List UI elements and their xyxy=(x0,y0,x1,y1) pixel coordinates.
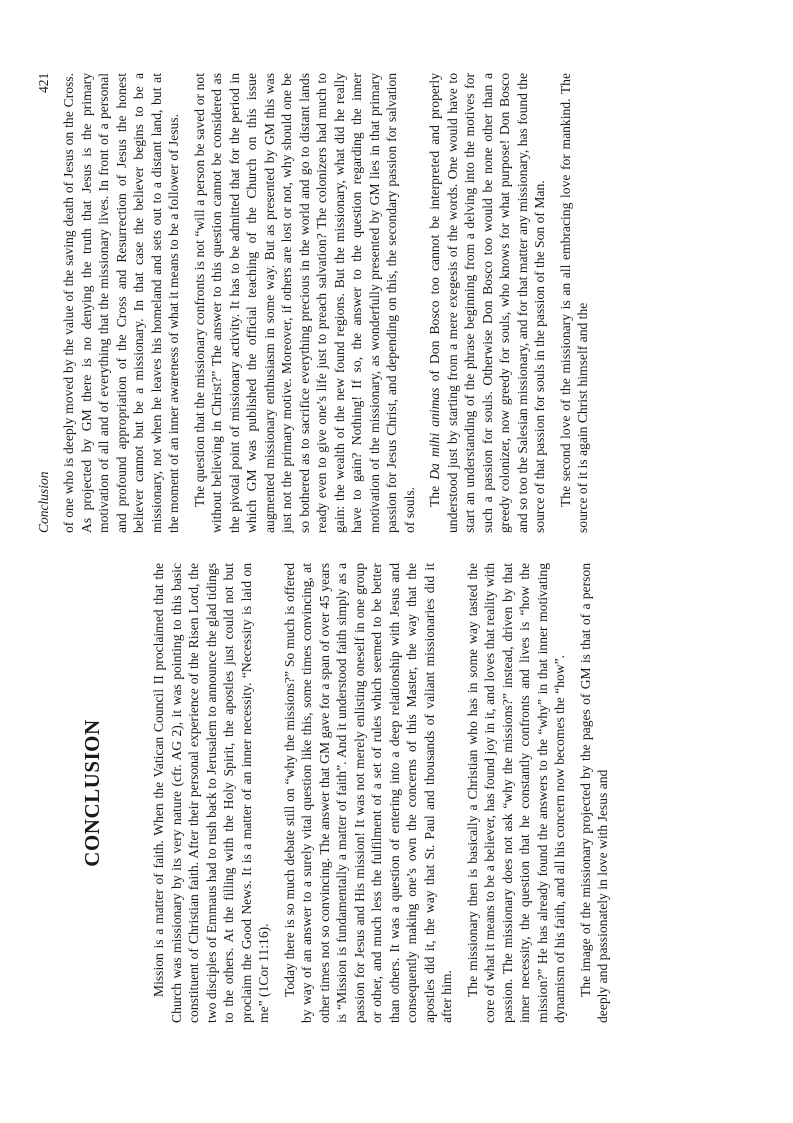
paragraph: The second love of the missionary is an all embracing love for mankind. The source of it is again Christ himself and the xyxy=(557,73,590,533)
paragraph: Mission is a matter of faith. When the Vatican Council II proclaimed that the Church was missionary by its very nature (cfr. AG 2), it was pointing to this basic constituent of Christian faith. After their personal experience of the Risen Lord, the two disciples of Emmaus had to rush back to Jerusalem to announce the glad tidings to the others. At the filling with the Holy Spirit, the apostles just could not but proclaim the Good News. It is a matter of an inner necessity. “Necessity is laid on me” (1Cor 11:16). xyxy=(151,563,271,1023)
paragraph: Today there is so much debate still on “why the missions?” So much is offered by way of an answer to a surely vital question like this, some times convincing, at other times not so convincing. The answer that GM gave for a span of over 45 years is “Mission is fundamentally a matter of faith”. And it understood faith simply as a passion for Jesus and His mission! It was not merely enlisting oneself in one group or other, and much less the fulfilment of a set of rules which seemed to be better than others. It was a question of entering into a deep relationship with Jesus and consequently making one’s own the concerns of this Master, the way that the apostles did it, the way that St. Paul and thousands of valiant missionaries did it after him. xyxy=(281,563,454,1023)
paragraph-da-mihi-animas xyxy=(426,73,549,533)
paragraph: The missionary then is basically a Christian who has in some way tasted the core of what it means to be a believer, has found joy in it, and loves that reality with passion. The missionary does not ask “why the missions?” instead, driven by that inner necessity, the question that he constantly confronts and lives is “how the mission?” He has already found the answers to the “why” in that inner motivating dynamism of his faith, and all his concern now becomes the “how”. xyxy=(464,563,567,1023)
paragraph-lead: The xyxy=(427,479,442,507)
paragraph: The question that the missionary confronts is not “will a person be saved or not without believing in Christ?” The answer to this question cannot be considered as the pivotal point of missionary activity. It has to be admitted that for the period in which GM was published the official teaching of the Church on this issue augmented missionary enthusiasm in some way. But as presented by GM this was just not the primary motive. Moreover, if others are lost or not, why should one be so bothered as to sacrifice everything precious in the world and go to distant lands ready even to give one’s life just to preach salvation? The colonizers had much to gain: the wealth of the new found regions. But the missionary, what did he really have to gain? Nothing! If so, the answer to the question regarding the inner motivation of the missionary, as wonderfully presented by GM lies in that primary passion for Jesus Christ, and depending on this, the secondary passion for salvation of souls. xyxy=(191,73,417,533)
running-title: Conclusion xyxy=(36,471,51,533)
right-page-text xyxy=(60,73,592,533)
latin-phrase: Da mihi animas xyxy=(427,387,442,480)
chapter-title: CONCLUSION xyxy=(80,719,104,867)
left-page-text xyxy=(150,563,612,1023)
paragraph: The image of the missionary projected by the pages of GM is that of a person deeply and passionately in love with Jesus and xyxy=(577,563,610,1023)
page-number: 421 xyxy=(36,72,51,93)
paragraph-rest: of Don Bosco too cannot be interpreted and properly understood just by starting from a mere exegesis of the words. One would have to start an understanding of the phrase beginning from a delving into the motives for such a passion for souls. Otherwise Don Bosco too would be none other than a greedy colonizer, now greedy for souls, who knows for what purpose! Don Bosco and so too the Salesian missionary, and for that matter any missionary, has found the source of that passion for souls in the passion of the Son of Man. xyxy=(427,72,547,533)
paragraph-continued: of one who is deeply moved by the value of the saving death of Jesus on the Cross. As projected by GM there is no denying the truth that Jesus is the primary motivation of all and of everything that the missionary lives. In front of a personal and profound appropriation of the Cross and Resurrection of Jesus the honest believer cannot but be a missionary. In that case the believer begins to be a missionary, not when he leaves his homeland and sets out to a distant land, but at the moment of an inner awareness of what it means to be a follower of Jesus. xyxy=(61,73,181,533)
